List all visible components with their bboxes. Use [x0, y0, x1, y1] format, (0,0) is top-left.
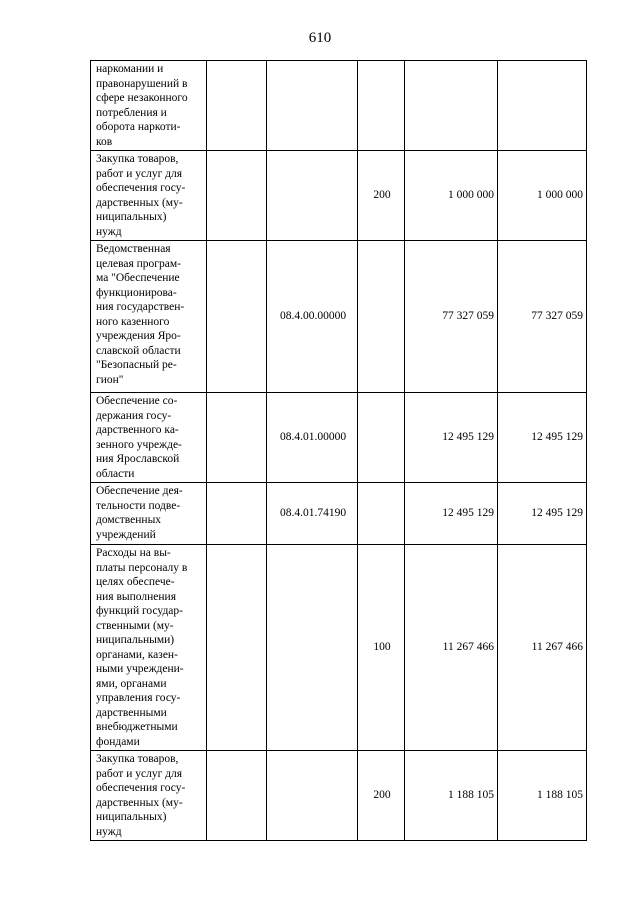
table-row [91, 61, 587, 151]
table-row [91, 241, 587, 393]
amount-cell-1: 12 495 129 [405, 483, 498, 545]
expense-type-cell: 200 [358, 151, 405, 241]
row-name-cell: Закупка товаров, работ и услуг для обеспечения госу- дарственных (му- ниципальных) нужд [91, 751, 207, 841]
amount-cell-2 [498, 61, 587, 151]
target-code-cell [267, 151, 358, 241]
empty-cell [207, 241, 267, 393]
expense-type-cell [358, 393, 405, 483]
row-name-cell: Закупка товаров, работ и услуг для обеспечения госу- дарственных (му- ниципальных) нужд [91, 151, 207, 241]
amount-cell-2: 12 495 129 [498, 393, 587, 483]
expense-type-cell [358, 61, 405, 151]
budget-table [90, 60, 587, 841]
row-name-cell: Расходы на вы- платы персоналу в целях обеспече- ния выполнения функций государ- ственными (му- ниципальными) органами, казен- ными учреждени- ями, органами управления госу- дарственными внебюджетными фондами [91, 545, 207, 751]
amount-cell-1: 11 267 466 [405, 545, 498, 751]
table-row [91, 483, 587, 545]
page-number: 610 [308, 30, 332, 46]
table-row [91, 151, 587, 241]
table-row [91, 393, 587, 483]
row-name-cell: Ведомственная целевая програм- ма "Обеспечение функционирова- ния государствен- ного казенного учреждения Яро- славской области "Безопасный ре- гион" [91, 241, 207, 393]
amount-cell-1: 12 495 129 [405, 393, 498, 483]
expense-type-cell: 100 [358, 545, 405, 751]
target-code-cell: 08.4.01.74190 [267, 483, 358, 545]
empty-cell [207, 393, 267, 483]
table-row [91, 545, 587, 751]
amount-cell-2: 11 267 466 [498, 545, 587, 751]
target-code-cell: 08.4.01.00000 [267, 393, 358, 483]
amount-cell-1 [405, 61, 498, 151]
expense-type-cell: 200 [358, 751, 405, 841]
amount-cell-2: 1 000 000 [498, 151, 587, 241]
amount-cell-1: 1 000 000 [405, 151, 498, 241]
empty-cell [207, 545, 267, 751]
empty-cell [207, 483, 267, 545]
target-code-cell: 08.4.00.00000 [267, 241, 358, 393]
amount-cell-1: 1 188 105 [405, 751, 498, 841]
amount-cell-2: 12 495 129 [498, 483, 587, 545]
empty-cell [207, 61, 267, 151]
amount-cell-2: 77 327 059 [498, 241, 587, 393]
amount-cell-2: 1 188 105 [498, 751, 587, 841]
target-code-cell [267, 751, 358, 841]
table-row [91, 751, 587, 841]
target-code-cell [267, 61, 358, 151]
row-name-cell: наркомании и правонарушений в сфере незаконного потребления и оборота наркоти- ков [91, 61, 207, 151]
row-name-cell: Обеспечение дея- тельности подве- домственных учреждений [91, 483, 207, 545]
empty-cell [207, 751, 267, 841]
target-code-cell [267, 545, 358, 751]
row-name-cell: Обеспечение со- держания госу- дарственного ка- зенного учрежде- ния Ярославской области [91, 393, 207, 483]
expense-type-cell [358, 241, 405, 393]
expense-type-cell [358, 483, 405, 545]
empty-cell [207, 151, 267, 241]
amount-cell-1: 77 327 059 [405, 241, 498, 393]
